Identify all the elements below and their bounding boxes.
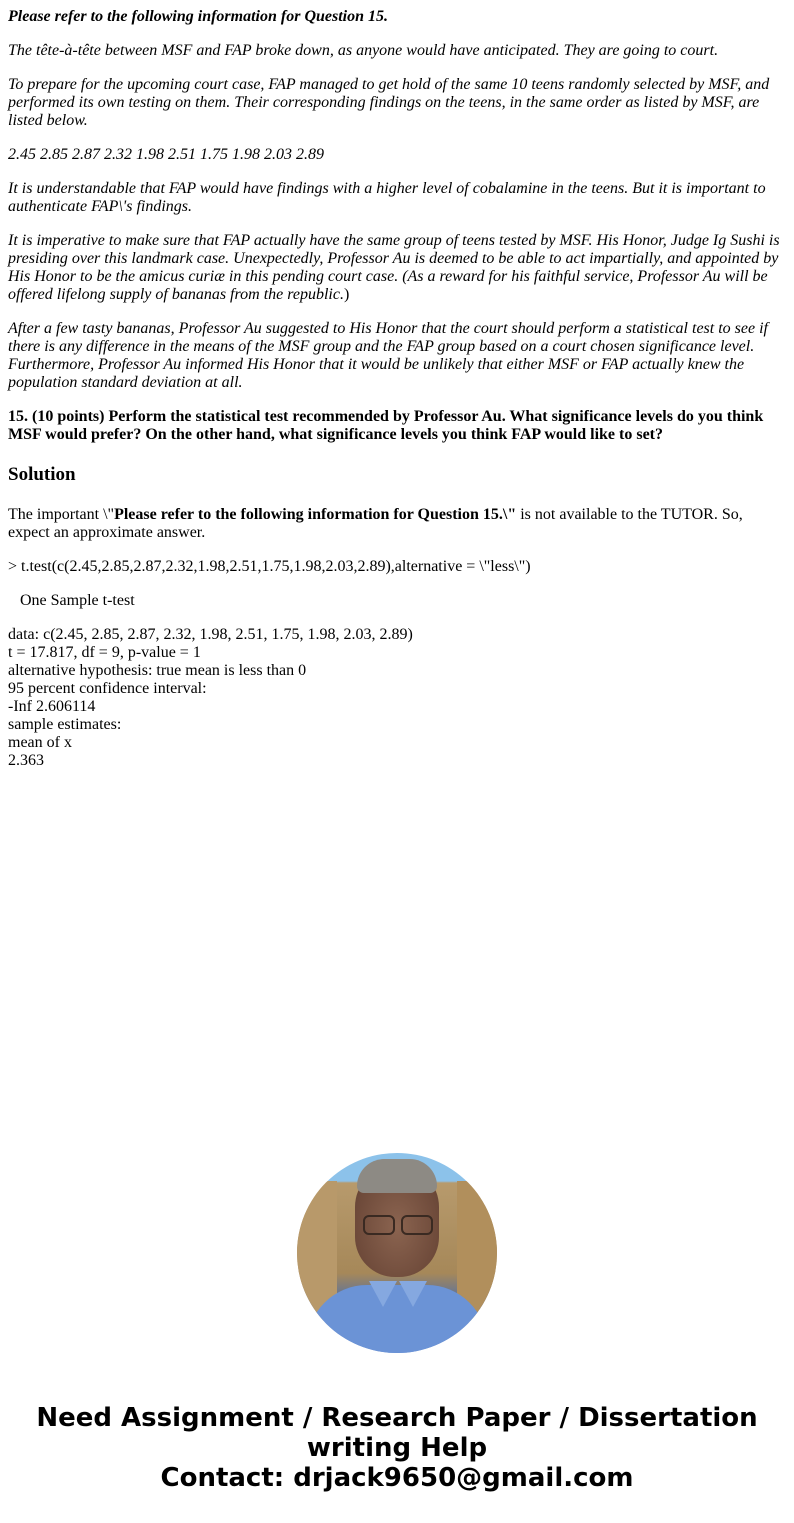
- r-output-line: mean of x: [8, 734, 72, 751]
- question-intro-heading: Please refer to the following information for Question 15.: [8, 8, 389, 25]
- solution-heading: Solution: [8, 464, 76, 485]
- promo-banner: [0, 1403, 794, 1493]
- question-data-values: 2.45 2.85 2.87 2.32 1.98 2.51 1.75 1.98 2.03 2.89: [8, 146, 324, 163]
- glasses-icon: [363, 1215, 433, 1233]
- question-paragraph-5: After a few tasty bananas, Professor Au suggested to His Honor that the court should perform a statistical test to see if there is any difference in the means of the MSF group and the FAP group based on a court chosen significance level. Furthermore, Professor Au informed His Honor that it would be unlikely that either MSF or FAP actually knew the population standard deviation at all.: [8, 320, 768, 391]
- solution-note-bold: Please refer to the following information for Question 15.\": [114, 506, 517, 523]
- solution-note: [8, 506, 786, 542]
- question-paragraph-1: The tête-à-tête between MSF and FAP broke down, as anyone would have anticipated. They are going to court.: [8, 42, 719, 59]
- promo-line-2: writing Help: [306, 1433, 488, 1463]
- question-paragraph-4-close: ): [343, 286, 350, 303]
- solution-note-suffix: is not available to the TUTOR. So, expect an approximate answer.: [8, 506, 743, 541]
- question-paragraph-4-aside: As a reward for his faithful service, Professor Au will be offered lifelong supply of bananas from the republic.: [8, 268, 768, 303]
- r-output-line: data: c(2.45, 2.85, 2.87, 2.32, 1.98, 2.51, 1.75, 1.98, 2.03, 2.89): [8, 626, 413, 643]
- shirt-shape: [307, 1285, 487, 1353]
- collar-right: [399, 1281, 427, 1307]
- r-output-line: sample estimates:: [8, 716, 122, 733]
- collar-left: [369, 1281, 397, 1307]
- r-command: > t.test(c(2.45,2.85,2.87,2.32,1.98,2.51,1.75,1.98,2.03,2.89),alternative = \"less\"): [8, 558, 531, 575]
- hair-shape: [357, 1159, 437, 1193]
- r-output-line: -Inf 2.606114: [8, 698, 96, 715]
- tutor-avatar-photo: [297, 1153, 497, 1353]
- r-output-line: 95 percent confidence interval:: [8, 680, 207, 697]
- question-paragraph-4: [8, 232, 786, 304]
- promo-contact: Contact: drjack9650@gmail.com: [160, 1463, 634, 1493]
- solution-note-prefix: The important \": [8, 506, 115, 523]
- question-prompt: 15. (10 points) Perform the statistical test recommended by Professor Au. What significance levels do you think MSF would prefer? On the other hand, what significance levels you think FAP would like to set?: [8, 408, 764, 443]
- question-paragraph-4-main: It is imperative to make sure that FAP actually have the same group of teens tested by MSF. His Honor, Judge Ig Sushi is presiding over this landmark case. Unexpectedly, Professor Au is deemed to be able to act impartially, and appointed by His Honor to be the amicus curiæ in this pending court case. (: [8, 232, 780, 285]
- r-output-line: 2.363: [8, 752, 44, 769]
- question-paragraph-2: To prepare for the upcoming court case, FAP managed to get hold of the same 10 teens randomly selected by MSF, and performed its own testing on them. Their corresponding findings on the teens, in the same order as listed by MSF, are listed below.: [8, 76, 770, 129]
- r-test-title: One Sample t-test: [8, 592, 135, 609]
- question-paragraph-3: It is understandable that FAP would have findings with a higher level of cobalamine in the teens. But it is important to authenticate FAP\'s findings.: [8, 180, 766, 215]
- r-output: [8, 626, 786, 770]
- document-body: [8, 8, 786, 770]
- r-output-line: alternative hypothesis: true mean is less than 0: [8, 662, 307, 679]
- r-output-line: t = 17.817, df = 9, p-value = 1: [8, 644, 201, 661]
- promo-line-1: Need Assignment / Research Paper / Dissertation: [36, 1403, 758, 1433]
